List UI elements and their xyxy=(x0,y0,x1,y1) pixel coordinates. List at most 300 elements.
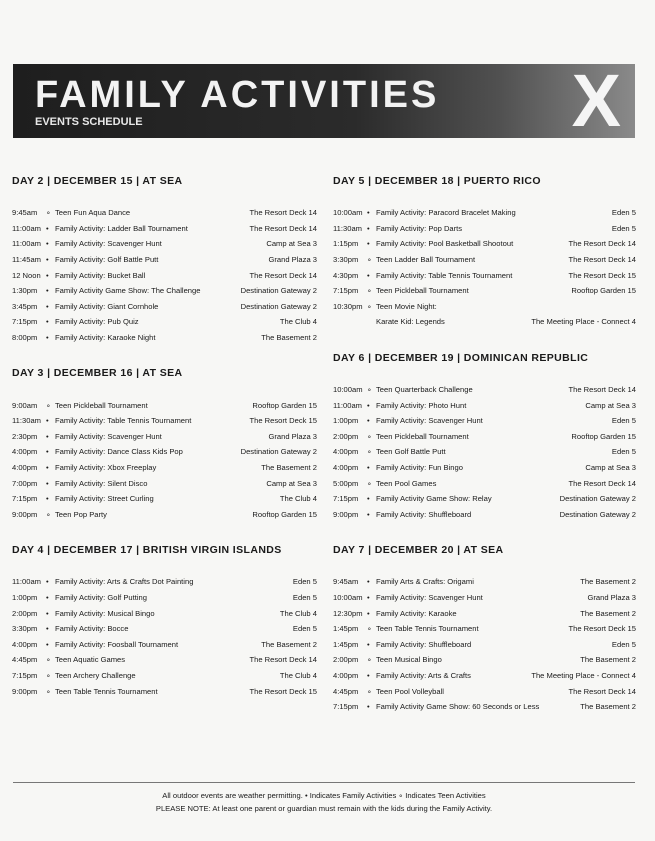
event-activity xyxy=(46,401,252,410)
event-row xyxy=(12,460,317,476)
event-time: 1:30pm xyxy=(12,286,38,296)
event-activity xyxy=(367,479,568,488)
day-section xyxy=(333,543,636,714)
event-location: The Resort Deck 14 xyxy=(568,478,636,488)
event-row xyxy=(333,397,636,413)
event-type-marker: • xyxy=(46,255,49,265)
event-location: The Basement 2 xyxy=(580,655,636,665)
event-type-marker: • xyxy=(46,286,49,296)
event-activity xyxy=(367,577,580,586)
event-activity xyxy=(367,640,612,649)
event-location: Rooftop Garden 15 xyxy=(571,286,636,296)
event-row xyxy=(333,413,636,429)
event-type-marker: ∘ xyxy=(367,624,372,634)
event-activity xyxy=(46,510,252,519)
event-time: 7:15pm xyxy=(333,702,359,712)
event-activity xyxy=(367,671,531,680)
event-row xyxy=(12,314,317,330)
event-activity xyxy=(46,224,249,233)
event-row xyxy=(12,444,317,460)
event-type-marker: ∘ xyxy=(46,670,51,680)
event-activity xyxy=(46,671,280,680)
event-activity-name: Family Arts & Crafts: Origami xyxy=(376,577,474,587)
event-type-marker: • xyxy=(367,400,370,410)
event-activity-name: Family Activity: Giant Cornhole xyxy=(55,301,159,311)
event-time: 10:00am xyxy=(333,208,363,218)
event-activity-name: Family Activity: Bocce xyxy=(55,624,129,634)
event-activity-name: Teen Pool Volleyball xyxy=(376,686,444,696)
event-row xyxy=(333,621,636,637)
event-row xyxy=(12,636,317,652)
event-type-marker: • xyxy=(46,431,49,441)
event-activity xyxy=(367,494,560,503)
event-activity xyxy=(367,510,560,519)
event-row xyxy=(12,590,317,606)
event-time: 4:00pm xyxy=(333,463,359,473)
event-type-marker: ∘ xyxy=(367,686,372,696)
event-type-marker: ∘ xyxy=(46,686,51,696)
event-activity-name: Family Activity: Karaoke Night xyxy=(55,333,156,343)
event-location: Destination Gateway 2 xyxy=(240,447,317,457)
event-location: Destination Gateway 2 xyxy=(240,286,317,296)
event-activity xyxy=(46,593,293,602)
event-location: The Resort Deck 15 xyxy=(568,624,636,634)
event-activity-name: Family Activity: Golf Battle Putt xyxy=(55,255,159,265)
event-activity-name: Family Activity: Scavenger Hunt xyxy=(55,239,162,249)
event-activity-name: Family Activity: Golf Putting xyxy=(55,592,147,602)
event-row xyxy=(333,205,636,221)
event-location: The Resort Deck 15 xyxy=(568,270,636,280)
schedule-column-right xyxy=(333,174,636,735)
day-heading: DAY 7 | DECEMBER 20 | AT SEA xyxy=(333,544,504,557)
event-activity-name: Family Activity: Foosball Tournament xyxy=(55,639,179,649)
event-activity xyxy=(46,208,249,217)
event-type-marker: • xyxy=(367,416,370,426)
event-row xyxy=(333,683,636,699)
event-activity xyxy=(367,401,585,410)
event-row xyxy=(333,299,636,315)
event-type-marker: • xyxy=(46,463,49,473)
event-activity xyxy=(367,286,571,295)
event-activity xyxy=(367,593,587,602)
event-row xyxy=(12,330,317,346)
event-activity xyxy=(46,577,293,586)
event-type-marker: • xyxy=(367,639,370,649)
page-title: FAMILY ACTIVITIES xyxy=(35,74,440,116)
event-activity-name: Family Activity: Musical Bingo xyxy=(55,608,155,618)
event-row xyxy=(333,590,636,606)
event-activity-name: Family Activity: Paracord Bracelet Making xyxy=(376,208,516,218)
event-type-marker: • xyxy=(46,592,49,602)
event-activity-name: Teen Fun Aqua Dance xyxy=(55,208,131,218)
event-time: 2:30pm xyxy=(12,431,38,441)
event-type-marker: • xyxy=(46,239,49,249)
event-activity-name: Teen Pickleball Tournament xyxy=(55,400,148,410)
event-row xyxy=(333,444,636,460)
event-type-marker: • xyxy=(367,592,370,602)
event-activity-name: Family Activity: Street Curling xyxy=(55,494,154,504)
event-time: 12:30pm xyxy=(333,608,363,618)
event-type-marker: • xyxy=(46,624,49,634)
event-time: 1:45pm xyxy=(333,624,359,634)
event-location: The Meeting Place - Connect 4 xyxy=(531,317,636,327)
event-location: The Resort Deck 14 xyxy=(568,255,636,265)
event-activity-name: Family Activity: Table Tennis Tournament xyxy=(55,416,192,426)
event-activity-name: Teen Musical Bingo xyxy=(376,655,442,665)
event-time: 10:30pm xyxy=(333,301,363,311)
event-row xyxy=(333,283,636,299)
event-time: 11:00am xyxy=(12,577,41,587)
event-activity xyxy=(46,447,241,456)
event-location: The Basement 2 xyxy=(580,577,636,587)
event-location: Grand Plaza 3 xyxy=(587,592,636,602)
event-location: The Resort Deck 14 xyxy=(568,686,636,696)
event-time: 7:00pm xyxy=(12,478,38,488)
event-row xyxy=(12,605,317,621)
event-row xyxy=(12,252,317,268)
event-location: Destination Gateway 2 xyxy=(240,301,317,311)
event-type-marker: • xyxy=(367,509,370,519)
event-type-marker: ∘ xyxy=(367,385,372,395)
event-activity xyxy=(46,302,241,311)
event-time: 9:00pm xyxy=(333,509,359,519)
event-activity-name: Teen Ladder Ball Tournament xyxy=(376,255,476,265)
event-type-marker: • xyxy=(46,447,49,457)
event-activity-name: Teen Table Tennis Tournament xyxy=(55,686,158,696)
event-time: 4:45pm xyxy=(333,686,359,696)
event-location: Eden 5 xyxy=(611,223,636,233)
event-activity-name: Family Activity Game Show: Relay xyxy=(376,494,492,504)
event-row xyxy=(12,299,317,315)
event-time: 11:00am xyxy=(12,239,41,249)
event-activity xyxy=(46,432,268,441)
event-type-marker: • xyxy=(367,702,370,712)
event-time: 7:15pm xyxy=(333,286,359,296)
event-activity xyxy=(46,416,249,425)
event-activity xyxy=(46,609,280,618)
event-activity xyxy=(367,447,612,456)
event-activity-name: Family Activity Game Show: 60 Seconds or Less xyxy=(376,702,540,712)
event-location: Rooftop Garden 15 xyxy=(252,400,317,410)
event-time: 11:45am xyxy=(12,255,41,265)
event-time: 2:00pm xyxy=(333,655,359,665)
event-activity-name: Teen Pickleball Tournament xyxy=(376,286,469,296)
event-time: 11:00am xyxy=(12,223,41,233)
event-location: The Resort Deck 14 xyxy=(249,208,317,218)
event-activity xyxy=(46,463,261,472)
event-time: 10:00am xyxy=(333,592,363,602)
event-activity-name: Teen Pool Games xyxy=(376,478,437,488)
event-time: 7:15pm xyxy=(333,494,359,504)
event-row xyxy=(12,507,317,523)
event-type-marker: • xyxy=(367,239,370,249)
footer-legend: All outdoor events are weather permitting. • Indicates Family Activities ∘ Indicates Teen Activities xyxy=(162,791,486,800)
event-location: The Resort Deck 14 xyxy=(568,239,636,249)
event-type-marker: • xyxy=(367,577,370,587)
event-time: 1:15pm xyxy=(333,239,359,249)
event-type-marker: • xyxy=(367,463,370,473)
event-activity-name: Teen Aquatic Games xyxy=(55,655,126,665)
schedule-column-left xyxy=(12,174,317,720)
event-time: 7:15pm xyxy=(12,494,38,504)
event-activity xyxy=(367,239,568,248)
event-row xyxy=(333,475,636,491)
event-activity-name: Family Activity: Shuffleboard xyxy=(376,639,472,649)
day-heading: DAY 3 | DECEMBER 16 | AT SEA xyxy=(12,367,183,380)
event-row xyxy=(333,491,636,507)
event-row xyxy=(333,236,636,252)
event-type-marker: • xyxy=(46,478,49,488)
event-activity-name: Family Activity: Table Tennis Tournament xyxy=(376,270,513,280)
event-time: 4:45pm xyxy=(12,655,38,665)
event-activity xyxy=(46,655,249,664)
event-activity-name: Teen Archery Challenge xyxy=(55,670,136,680)
page-subtitle: EVENTS SCHEDULE xyxy=(35,116,143,128)
event-time: 9:45am xyxy=(12,208,38,218)
event-time: 1:45pm xyxy=(333,639,359,649)
event-time: 3:30pm xyxy=(12,624,38,634)
event-location: Eden 5 xyxy=(292,624,317,634)
event-activity xyxy=(46,479,266,488)
event-activity xyxy=(46,624,293,633)
event-location: The Resort Deck 15 xyxy=(249,416,317,426)
event-location: The Basement 2 xyxy=(261,333,317,343)
event-row xyxy=(12,221,317,237)
event-type-marker: • xyxy=(46,333,49,343)
event-location: Camp at Sea 3 xyxy=(585,400,636,410)
event-row xyxy=(12,652,317,668)
event-time: 7:15pm xyxy=(12,317,38,327)
event-location: The Basement 2 xyxy=(580,608,636,618)
event-type-marker: ∘ xyxy=(367,301,372,311)
event-activity-name: Family Activity: Bucket Ball xyxy=(55,270,146,280)
event-time: 8:00pm xyxy=(12,333,38,343)
event-location: Eden 5 xyxy=(292,577,317,587)
event-location: The Club 4 xyxy=(279,317,317,327)
event-activity xyxy=(367,317,531,326)
event-location: The Resort Deck 14 xyxy=(568,385,636,395)
event-time: 11:30am xyxy=(333,223,362,233)
event-activity xyxy=(367,385,568,394)
brand-logo: X xyxy=(571,59,621,142)
event-time: 5:00pm xyxy=(333,478,359,488)
event-activity-name: Family Activity: Scavenger Hunt xyxy=(55,431,162,441)
event-activity xyxy=(367,463,585,472)
event-location: The Basement 2 xyxy=(261,463,317,473)
event-row xyxy=(333,221,636,237)
event-activity-name: Teen Movie Night: xyxy=(376,301,437,311)
event-activity xyxy=(46,317,280,326)
event-activity xyxy=(367,432,571,441)
event-row xyxy=(333,429,636,445)
event-activity-name: Karate Kid: Legends xyxy=(376,317,445,327)
event-time: 9:00am xyxy=(12,400,38,410)
event-activity xyxy=(367,655,580,664)
event-time: 9:00pm xyxy=(12,509,38,519)
event-type-marker: ∘ xyxy=(46,655,51,665)
event-row xyxy=(12,283,317,299)
event-row xyxy=(333,699,636,715)
event-type-marker: • xyxy=(367,608,370,618)
day-section xyxy=(333,351,636,522)
event-activity xyxy=(367,624,568,633)
event-row xyxy=(12,668,317,684)
day-heading: DAY 4 | DECEMBER 17 | BRITISH VIRGIN ISLANDS xyxy=(12,544,282,557)
event-row xyxy=(333,252,636,268)
event-type-marker: • xyxy=(46,270,49,280)
event-type-marker: • xyxy=(367,270,370,280)
event-location: The Resort Deck 14 xyxy=(249,655,317,665)
event-time: 4:00pm xyxy=(12,463,38,473)
event-location: Eden 5 xyxy=(292,592,317,602)
event-activity-name: Family Activity: Karaoke xyxy=(376,608,457,618)
event-row xyxy=(333,460,636,476)
event-row xyxy=(12,683,317,699)
day-section xyxy=(12,366,317,522)
event-row xyxy=(333,314,636,330)
event-type-marker: • xyxy=(46,301,49,311)
event-activity xyxy=(46,271,249,280)
event-activity xyxy=(367,208,612,217)
event-activity xyxy=(46,640,261,649)
event-row xyxy=(333,605,636,621)
event-row xyxy=(12,574,317,590)
footer-parent-note: PLEASE NOTE: At least one parent or guardian must remain with the kids during the Family Activity. xyxy=(155,804,493,813)
event-time: 9:45am xyxy=(333,577,359,587)
event-location: Camp at Sea 3 xyxy=(266,478,317,488)
event-location: Camp at Sea 3 xyxy=(585,463,636,473)
event-activity-name: Family Activity: Silent Disco xyxy=(55,478,148,488)
event-location: Rooftop Garden 15 xyxy=(571,431,636,441)
day-section xyxy=(333,174,636,330)
event-type-marker: • xyxy=(367,208,370,218)
event-activity-name: Family Activity: Scavenger Hunt xyxy=(376,416,483,426)
event-activity xyxy=(46,687,249,696)
event-time: 3:30pm xyxy=(333,255,359,265)
event-activity-name: Family Activity: Scavenger Hunt xyxy=(376,592,483,602)
event-activity xyxy=(367,224,612,233)
event-type-marker: ∘ xyxy=(367,655,372,665)
event-time: 4:00pm xyxy=(12,639,38,649)
event-location: Grand Plaza 3 xyxy=(268,431,317,441)
event-activity xyxy=(46,494,280,503)
event-row xyxy=(12,413,317,429)
event-activity xyxy=(367,609,580,618)
event-activity-name: Family Activity: Ladder Ball Tournament xyxy=(55,223,188,233)
event-time: 11:00am xyxy=(333,400,362,410)
event-activity-name: Family Activity Game Show: The Challenge xyxy=(55,286,201,296)
day-heading: DAY 2 | DECEMBER 15 | AT SEA xyxy=(12,175,183,187)
event-time: 7:15pm xyxy=(12,670,38,680)
event-location: The Resort Deck 14 xyxy=(249,223,317,233)
event-activity-name: Teen Table Tennis Tournament xyxy=(376,624,479,634)
event-location: Grand Plaza 3 xyxy=(268,255,317,265)
event-location: Destination Gateway 2 xyxy=(559,494,636,504)
event-activity xyxy=(46,333,261,342)
event-activity-name: Teen Quarterback Challenge xyxy=(376,385,473,395)
event-time: 9:00pm xyxy=(12,686,38,696)
event-activity-name: Family Activity: Arts & Crafts xyxy=(376,670,471,680)
day-heading: DAY 6 | DECEMBER 19 | DOMINICAN REPUBLIC xyxy=(333,351,589,364)
event-time: 12 Noon xyxy=(12,270,41,280)
event-location: The Club 4 xyxy=(279,608,317,618)
event-location: Destination Gateway 2 xyxy=(559,509,636,519)
event-type-marker: • xyxy=(46,608,49,618)
event-activity xyxy=(367,687,568,696)
event-type-marker: ∘ xyxy=(367,431,372,441)
event-activity-name: Family Activity: Arts & Crafts Dot Painting xyxy=(55,577,194,587)
event-activity-name: Family Activity: Pop Darts xyxy=(376,223,463,233)
event-row xyxy=(333,574,636,590)
event-activity xyxy=(367,302,636,311)
event-activity-name: Family Activity: Dance Class Kids Pop xyxy=(55,447,183,457)
event-activity xyxy=(46,239,266,248)
event-time: 2:00pm xyxy=(12,608,38,618)
event-row xyxy=(12,205,317,221)
day-section xyxy=(12,174,317,345)
event-location: Eden 5 xyxy=(611,639,636,649)
event-location: The Meeting Place - Connect 4 xyxy=(531,670,636,680)
event-type-marker: • xyxy=(46,494,49,504)
event-row xyxy=(333,507,636,523)
event-location: Eden 5 xyxy=(611,416,636,426)
event-location: The Basement 2 xyxy=(261,639,317,649)
day-heading: DAY 5 | DECEMBER 18 | PUERTO RICO xyxy=(333,175,541,187)
event-time: 11:30am xyxy=(12,416,41,426)
event-activity-name: Teen Golf Battle Putt xyxy=(376,447,446,457)
event-location: The Club 4 xyxy=(279,670,317,680)
event-time: 1:00pm xyxy=(333,416,359,426)
event-activity xyxy=(367,255,568,264)
event-type-marker: ∘ xyxy=(367,286,372,296)
event-activity xyxy=(367,416,612,425)
event-activity-name: Family Activity: Xbox Freeplay xyxy=(55,463,157,473)
event-time: 3:45pm xyxy=(12,301,38,311)
event-time: 4:00pm xyxy=(12,447,38,457)
event-type-marker: ∘ xyxy=(367,478,372,488)
event-activity xyxy=(367,702,580,711)
event-activity xyxy=(46,286,241,295)
event-row xyxy=(333,382,636,398)
footer-divider xyxy=(13,782,635,783)
event-time: 10:00am xyxy=(333,385,363,395)
event-row xyxy=(12,491,317,507)
footer-notes xyxy=(13,789,635,815)
event-location: The Club 4 xyxy=(279,494,317,504)
event-activity xyxy=(367,271,568,280)
event-location: The Resort Deck 14 xyxy=(249,270,317,280)
event-location: Rooftop Garden 15 xyxy=(252,509,317,519)
event-time: 2:00pm xyxy=(333,431,359,441)
event-type-marker: ∘ xyxy=(367,255,372,265)
event-activity xyxy=(46,255,268,264)
event-row xyxy=(333,267,636,283)
event-location: Eden 5 xyxy=(611,447,636,457)
event-location: Eden 5 xyxy=(611,208,636,218)
event-type-marker: • xyxy=(46,223,49,233)
event-location: The Basement 2 xyxy=(580,702,636,712)
event-row xyxy=(333,668,636,684)
event-type-marker: ∘ xyxy=(367,447,372,457)
event-activity-name: Family Activity: Pool Basketball Shootout xyxy=(376,239,514,249)
event-activity-name: Family Activity: Photo Hunt xyxy=(376,400,467,410)
event-type-marker: ∘ xyxy=(46,400,51,410)
event-activity-name: Teen Pickleball Tournament xyxy=(376,431,469,441)
header-banner xyxy=(13,59,635,142)
event-time: 4:30pm xyxy=(333,270,359,280)
event-type-marker: • xyxy=(367,494,370,504)
event-type-marker: • xyxy=(46,577,49,587)
